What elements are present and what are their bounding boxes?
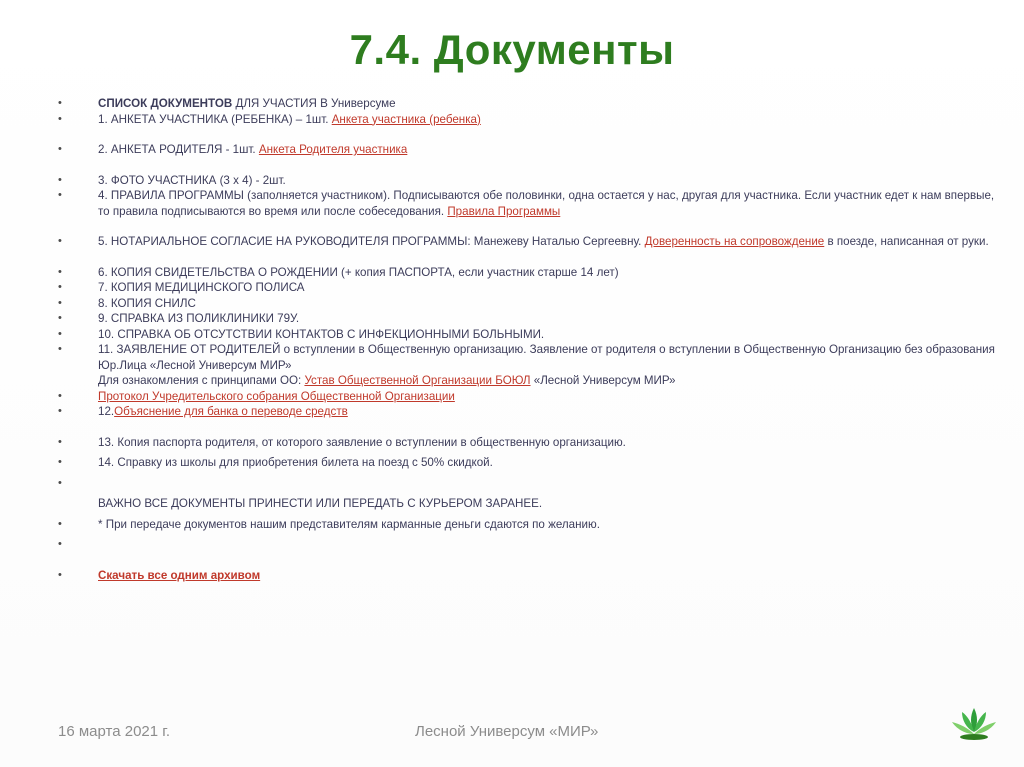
link-parent-form[interactable]: Анкета Родителя участника — [258, 143, 408, 156]
list-item: • 3. ФОТО УЧАСТНИКА (3 х 4) - 2шт. — [58, 173, 998, 189]
list-heading: СПИСОК ДОКУМЕНТОВ — [98, 97, 233, 110]
list-text: 2. АНКЕТА РОДИТЕЛЯ - 1шт. — [98, 143, 259, 156]
link-power-of-attorney[interactable]: Доверенность на сопровождение — [644, 235, 825, 248]
important-note: ВАЖНО ВСЕ ДОКУМЕНТЫ ПРИНЕСТИ ИЛИ ПЕРЕДАТЬ С КУРЬЕРОМ ЗАРАНЕЕ. — [98, 497, 543, 510]
list-text: 12. — [98, 405, 115, 418]
document-list — [58, 96, 998, 583]
list-item: • 9. СПРАВКА ИЗ ПОЛИКЛИНИКИ 79У. — [58, 311, 998, 327]
page-title: 7.4. Документы — [349, 26, 675, 73]
list-text: Для ознакомления с принципами ОО: — [98, 374, 305, 387]
list-item: • 6. КОПИЯ СВИДЕТЕЛЬСТВА О РОЖДЕНИИ (+ копия ПАСПОРТА, если участник старше 14 лет) — [58, 265, 998, 281]
lotus-icon — [950, 702, 998, 742]
list-item — [58, 112, 998, 128]
list-text: 4. ПРАВИЛА ПРОГРАММЫ (заполняется участником). Подписываются обе половинки, одна остается у нас, другая для участника. Если участник едет к нам впервые, то правила подписываются во время или после собеседования. — [98, 189, 995, 218]
list-text: «Лесной Универсум МИР» — [530, 374, 676, 387]
list-text: 11. ЗАЯВЛЕНИЕ ОТ РОДИТЕЛЕЙ — [98, 343, 281, 356]
link-bank-explanation[interactable]: Объяснение для банка о переводе средств — [114, 405, 348, 418]
link-download-archive[interactable]: Скачать все одним архивом — [98, 568, 261, 582]
list-item — [58, 96, 998, 112]
list-item — [58, 389, 998, 405]
link-child-form[interactable]: Анкета участника (ребенка) — [331, 112, 481, 126]
footer-org: Лесной Универсум «МИР» — [415, 723, 599, 740]
list-item — [58, 234, 998, 250]
link-program-rules[interactable]: Правила Программы — [447, 204, 561, 218]
list-text: в поезде, написанная от руки. — [824, 235, 989, 248]
list-item — [58, 404, 998, 420]
list-item-empty — [58, 537, 998, 553]
list-text: 5. НОТАРИАЛЬНОЕ СОГЛАСИЕ НА РУКОВОДИТЕЛЯ ПРОГРАММЫ: Манежеву Наталью Сергеевну. — [98, 235, 645, 248]
list-item: • 13. Копия паспорта родителя, от которого заявление о вступлении в общественную организацию. — [58, 435, 998, 451]
link-charter[interactable]: Устав Общественной Организации БОЮЛ — [304, 374, 531, 387]
link-founding-protocol[interactable]: Протокол Учредительского собрания Общественной Организации — [98, 389, 455, 403]
list-text: ДЛЯ УЧАСТИЯ В Универсуме — [232, 97, 396, 110]
list-item-empty — [58, 476, 998, 492]
list-item: • 8. КОПИЯ СНИЛС — [58, 296, 998, 312]
list-text: 1. АНКЕТА УЧАСТНИКА (РЕБЕНКА) – 1шт. — [98, 112, 332, 126]
list-item: • 7. КОПИЯ МЕДИЦИНСКОГО ПОЛИСА — [58, 280, 998, 296]
list-item: • 14. Справку из школы для приобретения билета на поезд с 50% скидкой. — [58, 455, 998, 471]
list-item: • 10. СПРАВКА ОБ ОТСУТСТВИИ КОНТАКТОВ С ИНФЕКЦИОННЫМИ БОЛЬНЫМИ. — [58, 327, 998, 343]
list-item: • * При передаче документов нашим представителям карманные деньги сдаются по желанию. — [58, 517, 998, 533]
list-text: о вступлении в Общественную организацию. Заявление от родителя о вступлении в Общественную Организацию без образования Юр.Лица «Лесной Универсум МИР» — [98, 343, 995, 372]
list-item — [58, 142, 998, 158]
list-item — [58, 568, 998, 584]
list-item — [58, 342, 998, 389]
list-item — [58, 188, 998, 219]
footer-date: 16 марта 2021 г. — [58, 723, 171, 740]
